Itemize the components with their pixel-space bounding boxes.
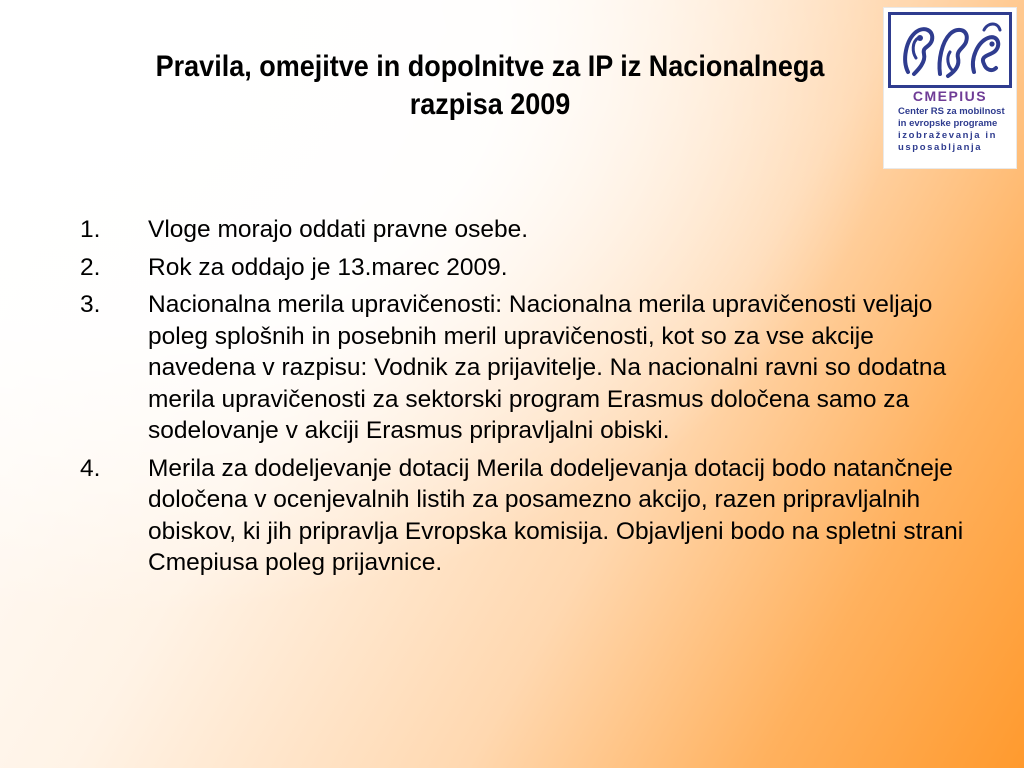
list-item-text: Vloge morajo oddati pravne osebe.: [148, 216, 529, 243]
list-item-text: Nacionalna merila upravičenosti: Nacionalna merila upravičenosti veljajo poleg splošnih in posebnih meril upravičenosti, kot so za vse akcije navedena v razpisu: Vodnik za prijavitelje. Na nacionalni ravni so dodatna merila upravičenosti za sektorski program Erasmus določena samo za sodelovanje v akciji Erasmus pripravljalni obiski.: [148, 291, 947, 444]
slide-title: Pravila, omejitve in dopolnitve za IP iz Nacionalnega razpisa 2009: [155, 50, 825, 121]
numbered-list: [80, 214, 980, 585]
list-item-text: Merila za dodeljevanje dotacij Merila dodeljevanja dotacij bodo natančneje določena v ocenjevalnih listih za posamezno akcijo, razen pripravljalnih obiskov, ki jih pripravlja Evropska komisija. Objavljeni bodo na spletni strani Cmepiusa poleg prijavnice.: [148, 454, 964, 576]
list-item: [80, 252, 980, 284]
logo-brand-text: CMEPIUS: [912, 88, 988, 104]
list-item: [80, 289, 980, 447]
list-item: [80, 453, 980, 579]
list-item: [80, 214, 980, 246]
list-item-number: 3.: [80, 291, 101, 318]
logo-tagline-line: usposabljanja: [898, 142, 983, 153]
cmepius-logo: [884, 8, 1016, 168]
list-item-text: Rok za oddajo je 13.marec 2009.: [148, 253, 508, 281]
list-item-number: 2.: [80, 253, 101, 281]
list-item-number: 1.: [80, 216, 101, 243]
list-item-number: 4.: [80, 454, 101, 482]
cmepius-logo-figures-icon: [888, 12, 1012, 88]
logo-tagline-line: Center RS za mobilnost: [898, 106, 1005, 117]
logo-tagline-line: in evropske programe: [898, 118, 998, 129]
logo-tagline-line: izobraževanja in: [898, 130, 997, 141]
logo-tagline: [898, 106, 1012, 154]
